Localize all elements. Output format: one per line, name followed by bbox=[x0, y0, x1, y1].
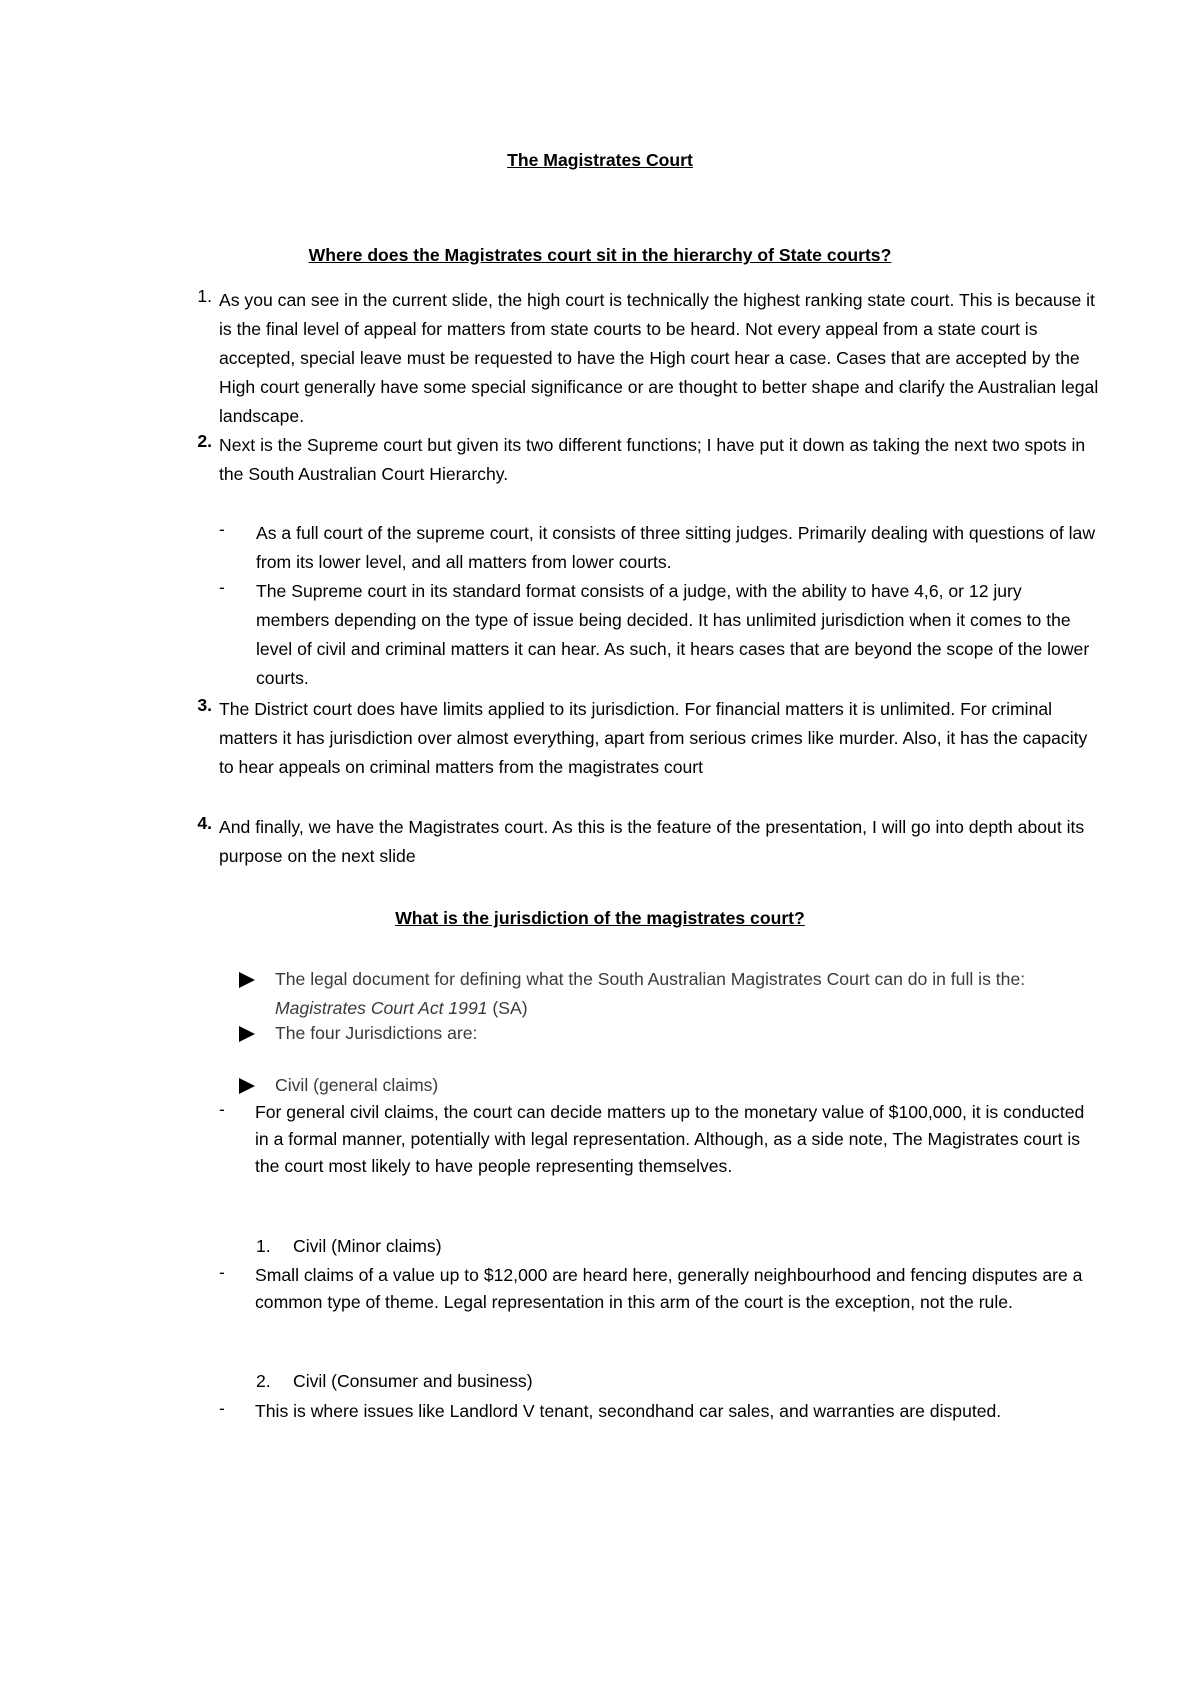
list-number: 1. bbox=[197, 286, 212, 306]
list-number: 4. bbox=[197, 813, 212, 833]
dash-bullet: - bbox=[219, 1398, 225, 1418]
list-number: 2. bbox=[197, 431, 212, 451]
sub-item-text: The Supreme court in its standard format consists of a judge, with the ability to have 4,6, or 12 jury members depending on the type of issue being decided. It has unlimited jurisdiction when it comes to the level of civil and criminal matters it can hear. As such, it hears cases that are beyond the scope of the lower courts. bbox=[256, 581, 1090, 688]
dash-bullet: - bbox=[219, 1099, 225, 1119]
jurisdiction-number: 1. bbox=[256, 1236, 271, 1256]
list-item-text: Next is the Supreme court but given its two different functions; I have put it down as taking the next two spots in the South Australian Court Hierarchy. bbox=[219, 435, 1086, 484]
arrow-bullet-icon bbox=[238, 1025, 256, 1043]
list-item-text: And finally, we have the Magistrates court. As this is the feature of the presentation, I will go into depth about its purpose on the next slide bbox=[219, 817, 1085, 866]
arrow-bullet-icon bbox=[238, 1077, 256, 1095]
jurisdiction-heading: Civil (Consumer and business) bbox=[293, 1371, 533, 1391]
dash-bullet: - bbox=[219, 577, 225, 597]
jurisdiction-heading: Civil (Minor claims) bbox=[293, 1236, 442, 1256]
sub-item-text: As a full court of the supreme court, it consists of three sitting judges. Primarily dealing with questions of law from its lower level, and all matters from lower courts. bbox=[256, 523, 1096, 572]
act-title: Magistrates Court Act 1991 bbox=[275, 998, 488, 1018]
arrow-bullet-text: Civil (general claims) bbox=[275, 1075, 439, 1095]
dash-bullet: - bbox=[219, 1262, 225, 1282]
list-number: 3. bbox=[197, 695, 212, 715]
list-item-text: As you can see in the current slide, the high court is technically the highest ranking state court. This is because it is the final level of appeal for matters from state courts to be heard. Not every appeal from a state court is accepted, special leave must be requested to have the High court hear a case. Cases that are accepted by the High court generally have some special significance or are thought to better shape and clarify the Australian legal landscape. bbox=[219, 290, 1099, 426]
list-item-text: The District court does have limits applied to its jurisdiction. For financial matters it is unlimited. For criminal matters it has jurisdiction over almost everything, apart from serious crimes like murder. Also, it has the capacity to hear appeals on criminal matters from the magistrates court bbox=[219, 699, 1088, 777]
page-title: The Magistrates Court bbox=[507, 150, 693, 170]
consumer-business-text: This is where issues like Landlord V tenant, secondhand car sales, and warranties are disputed. bbox=[255, 1401, 1002, 1421]
arrow-bullet-icon bbox=[238, 971, 256, 989]
section-heading-hierarchy: Where does the Magistrates court sit in the hierarchy of State courts? bbox=[308, 245, 892, 265]
general-claims-text: For general civil claims, the court can decide matters up to the monetary value of $100,000, it is conducted in a formal manner, potentially with legal representation. Although, as a side note, The Magistrates court is the court most likely to have people representing themselves. bbox=[255, 1102, 1085, 1176]
section-heading-jurisdiction: What is the jurisdiction of the magistrates court? bbox=[395, 908, 805, 928]
arrow-bullet-text: The legal document for defining what the South Australian Magistrates Court can do in full is the: Magistrates Court Act 1991 (SA) bbox=[275, 969, 1026, 1018]
dash-bullet: - bbox=[219, 519, 225, 539]
arrow-bullet-text: The four Jurisdictions are: bbox=[275, 1023, 478, 1043]
minor-claims-text: Small claims of a value up to $12,000 are heard here, generally neighbourhood and fencing disputes are a common type of theme. Legal representation in this arm of the court is the exception, not the rule. bbox=[255, 1265, 1083, 1312]
jurisdiction-number: 2. bbox=[256, 1371, 271, 1391]
